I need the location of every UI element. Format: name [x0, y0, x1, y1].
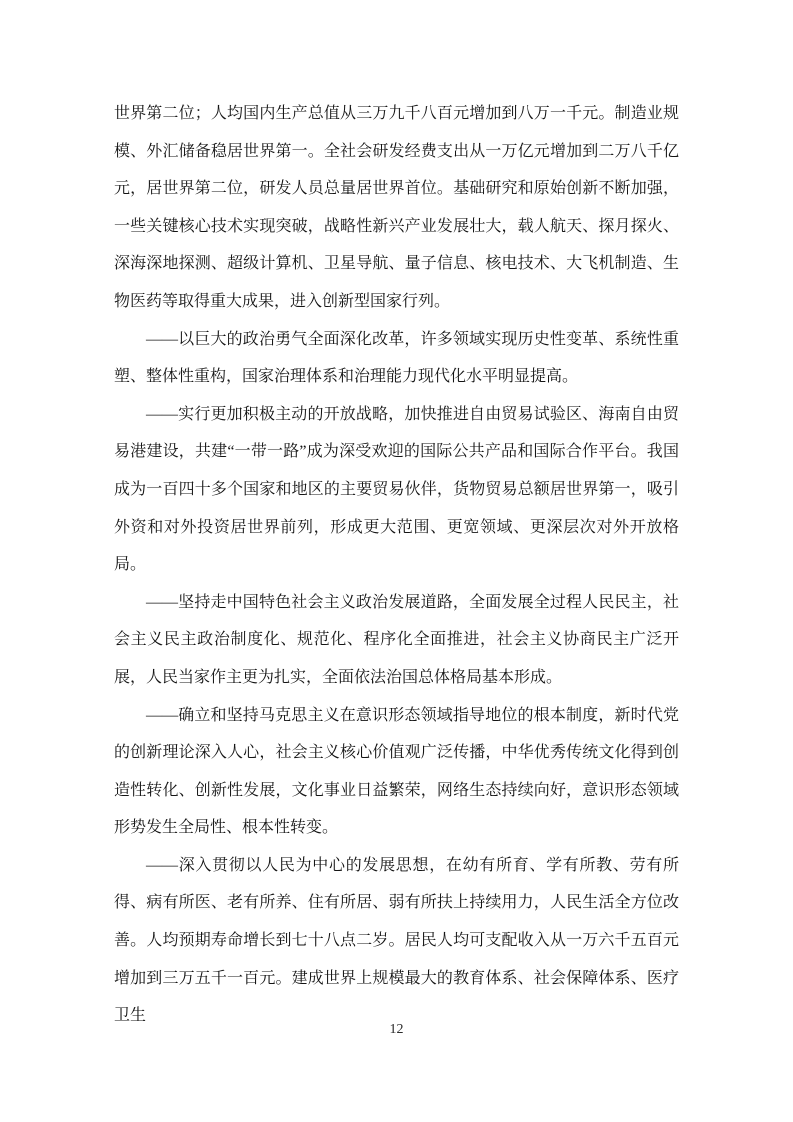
- paragraph: ——以巨大的政治勇气全面深化改革，许多领域实现历史性变革、系统性重塑、整体性重构，国家治理体系和治理能力现代化水平明显提高。: [114, 330, 679, 386]
- paragraph: ——实行更加积极主动的开放战略，加快推进自由贸易试验区、海南自由贸易港建设，共建“一带一路”成为深受欢迎的国际公共产品和国际合作平台。我国成为一百四十多个国家和地区的主要贸易伙伴，货物贸易总额居世界第一，吸引外资和对外投资居世界前列，形成更大范围、更宽领域、更深层次对外开放格局。: [114, 405, 679, 574]
- paragraph: ——坚持走中国特色社会主义政治发展道路，全面发展全过程人民民主，社会主义民主政治制度化、规范化、程序化全面推进，社会主义协商民主广泛开展，人民当家作主更为扎实，全面依法治国总体格局基本形成。: [114, 593, 679, 686]
- paragraph: ——确立和坚持马克思主义在意识形态领域指导地位的根本制度，新时代党的创新理论深入人心，社会主义核心价值观广泛传播，中华优秀传统文化得到创造性转化、创新性发展，文化事业日益繁荣，网络生态持续向好，意识形态领域形势发生全局性、根本性转变。: [114, 706, 679, 837]
- page-number: 12: [389, 1022, 404, 1037]
- paragraph: ——深入贯彻以人民为中心的发展思想，在幼有所育、学有所教、劳有所得、病有所医、老有所养、住有所居、弱有所扶上持续用力，人民生活全方位改善。人均预期寿命增长到七十八点二岁。居民人均可支配收入从一万六千五百元增加到三万五千一百元。建成世界上规模最大的教育体系、社会保障体系、医疗卫生: [114, 856, 679, 1025]
- body-text: [114, 95, 679, 1035]
- paragraph: 世界第二位；人均国内生产总值从三万九千八百元增加到八万一千元。制造业规模、外汇储备稳居世界第一。全社会研发经费支出从一万亿元增加到二万八千亿元，居世界第二位，研发人员总量居世界首位。基础研究和原始创新不断加强，一些关键核心技术实现突破，战略性新兴产业发展壮大，载人航天、探月探火、深海深地探测、超级计算机、卫星导航、量子信息、核电技术、大飞机制造、生物医药等取得重大成果，进入创新型国家行列。: [114, 105, 679, 310]
